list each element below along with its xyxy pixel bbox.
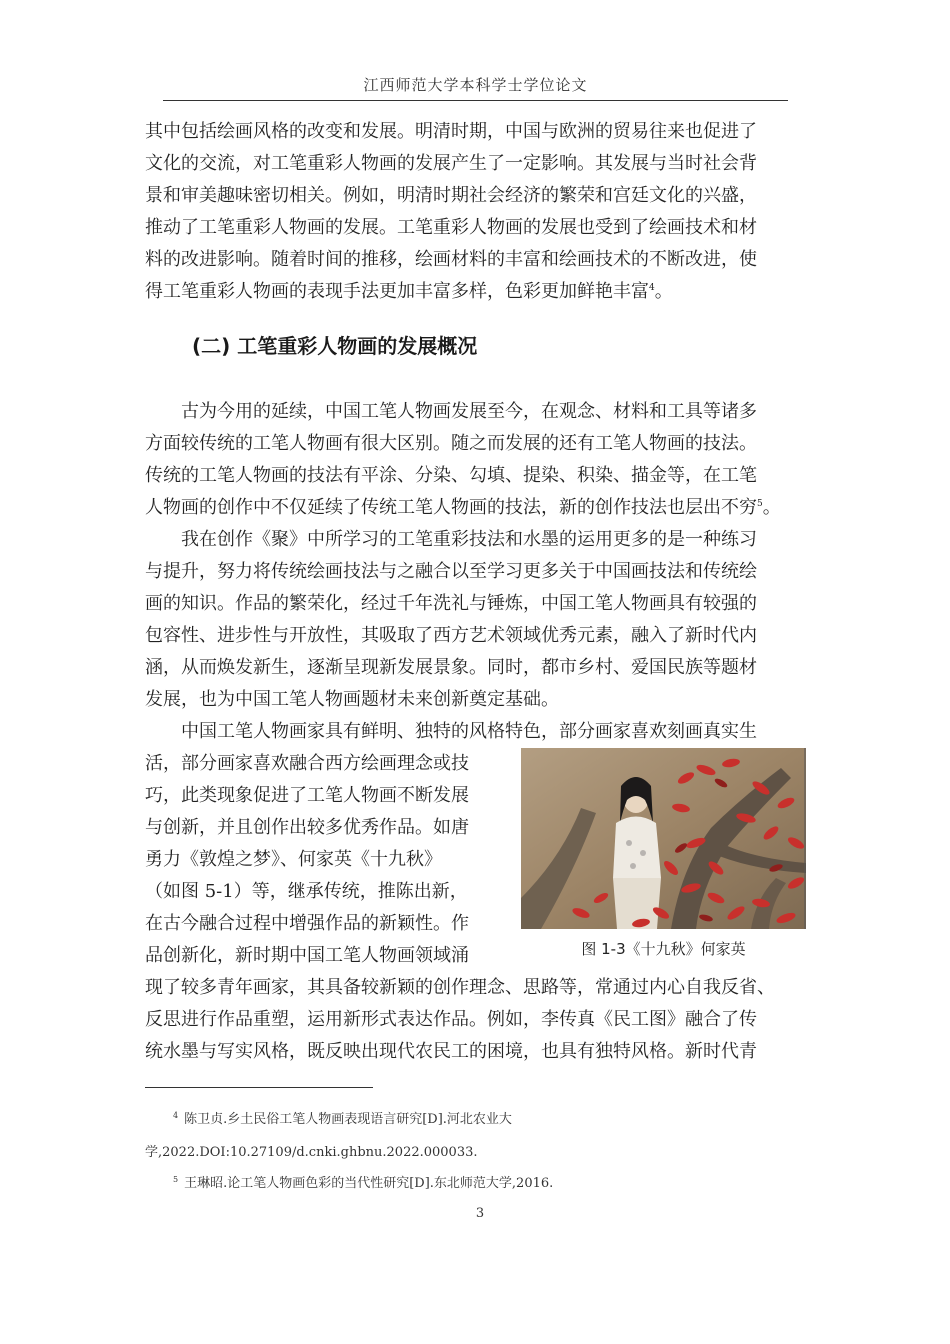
text-fragment: 人物画的创作中不仅延续了传统工笔人物画的技法，新的创作技法也层出不穷 — [145, 497, 757, 518]
paragraph-3 — [145, 524, 805, 716]
text-fragment: 。 — [762, 497, 781, 518]
text-line: 古为今用的延续，中国工笔人物画发展至今，在观念、材料和工具等诸多 — [181, 401, 757, 422]
footnote-5 — [173, 1172, 553, 1191]
text-line: 勇力《敦煌之梦》、何家英《十九秋》 — [145, 849, 442, 870]
painting-image — [521, 748, 806, 929]
footnote-ref-5[interactable]: 5 — [757, 499, 763, 509]
footnote-text: 王琳昭.论工笔人物画色彩的当代性研究[D].东北师范大学,2016. — [184, 1176, 554, 1191]
text-line: 统水墨与写实风格，既反映出现代农民工的困境，也具有独特风格。新时代青 — [145, 1041, 757, 1062]
footnote-4-continued: 学,2022.DOI:10.27109/d.cnki.ghbnu.2022.000033. — [145, 1145, 478, 1160]
text-line: 在古今融合过程中增强作品的新颖性。作 — [145, 913, 469, 934]
text-line: 传统的工笔人物画的技法有平涂、分染、勾填、提染、积染、描金等，在工笔 — [145, 465, 757, 486]
text-line: 中国工笔人物画家具有鲜明、独特的风格特色，部分画家喜欢刻画真实生 — [181, 721, 757, 742]
text-line: 活，部分画家喜欢融合西方绘画理念或技 — [145, 753, 469, 774]
section-heading: (二) 工笔重彩人物画的发展概况 — [192, 334, 478, 358]
header-divider — [163, 100, 788, 101]
running-header: 江西师范大学本科学士学位论文 — [363, 76, 588, 94]
text-line: 我在创作《聚》中所学习的工笔重彩技法和水墨的运用更多的是一种练习 — [181, 529, 757, 550]
text-line: 包容性、进步性与开放性，其吸取了西方艺术领域优秀元素，融入了新时代内 — [145, 625, 757, 646]
text-line: （如图 5-1）等，继承传统，推陈出新， — [145, 881, 468, 902]
footnote-4 — [173, 1108, 512, 1127]
painting-figure — [521, 748, 806, 929]
text-line: 品创新化，新时期中国工笔人物画领域涌 — [145, 945, 469, 966]
text-line: 反思进行作品重塑，运用新形式表达作品。例如，李传真《民工图》融合了传 — [145, 1009, 757, 1030]
text-fragment: 得工笔重彩人物画的表现手法更加丰富多样，色彩更加鲜艳丰富 — [145, 281, 649, 302]
text-line: 与创新，并且创作出较多优秀作品。如唐 — [145, 817, 469, 838]
text-line — [145, 276, 805, 308]
text-line: 方面较传统的工笔人物画有很大区别。随之而发展的还有工笔人物画的技法。 — [145, 433, 757, 454]
text-line: 发展，也为中国工笔人物画题材未来创新奠定基础。 — [145, 689, 559, 710]
footnote-mark: 5 — [173, 1174, 179, 1184]
text-line: 推动了工笔重彩人物画的发展。工笔重彩人物画的发展也受到了绘画技术和材 — [145, 217, 757, 238]
text-line: 巧，此类现象促进了工笔人物画不断发展 — [145, 785, 469, 806]
footnote-ref-4[interactable]: 4 — [649, 283, 655, 293]
paragraph-2 — [145, 396, 805, 524]
text-line: 其中包括绘画风格的改变和发展。明清时期，中国与欧洲的贸易往来也促进了 — [145, 121, 757, 142]
footnote-divider — [145, 1087, 373, 1088]
paragraph-1 — [145, 116, 805, 308]
text-line — [145, 492, 805, 524]
text-line: 景和审美趣味密切相关。例如，明清时期社会经济的繁荣和宫廷文化的兴盛， — [145, 185, 757, 206]
text-line: 画的知识。作品的繁荣化，经过千年洗礼与锤炼，中国工笔人物画具有较强的 — [145, 593, 757, 614]
text-line: 料的改进影响。随着时间的推移，绘画材料的丰富和绘画技术的不断改进，使 — [145, 249, 757, 270]
footnote-text: 陈卫贞.乡土民俗工笔人物画表现语言研究[D].河北农业大 — [184, 1112, 512, 1127]
text-line: 与提升，努力将传统绘画技法与之融合以至学习更多关于中国画技法和传统绘 — [145, 561, 757, 582]
text-line: 现了较多青年画家，其具备较新颖的创作理念、思路等，常通过内心自我反省、 — [145, 977, 775, 998]
figure-caption: 图 1-3《十九秋》何家英 — [581, 940, 746, 958]
text-fragment: 。 — [654, 281, 673, 302]
footnote-mark: 4 — [173, 1110, 179, 1120]
text-line: 涵，从而焕发新生，逐渐呈现新发展景象。同时，都市乡村、爱国民族等题材 — [145, 657, 757, 678]
page-number: 3 — [475, 1206, 485, 1221]
text-line: 文化的交流，对工笔重彩人物画的发展产生了一定影响。其发展与当时社会背 — [145, 153, 757, 174]
